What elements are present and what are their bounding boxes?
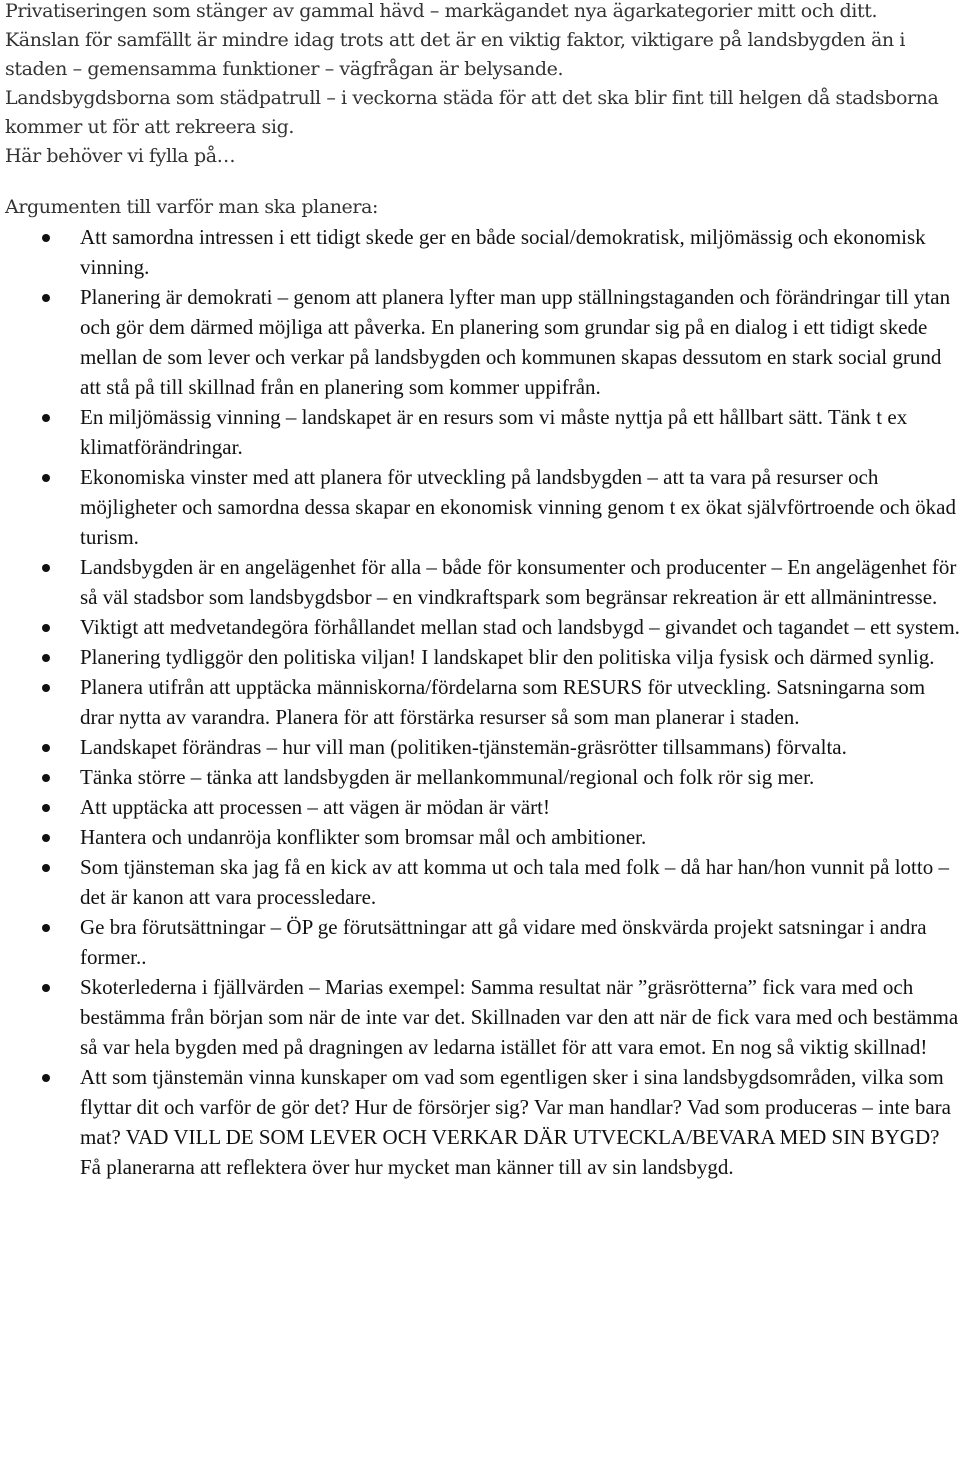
bullet-icon — [42, 654, 50, 662]
list-item-text: Landsbygden är en angelägenhet för alla – både för konsumenter och producenter – En angelägenhet för så väl stadsbor som landsbygdsbor – en vindkraftspark som begränsar rekreation är ett allmänintresse. — [80, 555, 957, 609]
bullet-icon — [42, 774, 50, 782]
bullet-icon — [42, 744, 50, 752]
list-item — [0, 822, 960, 852]
list-item — [0, 732, 960, 762]
arguments-heading: Argumenten till varför man ska planera: — [5, 196, 379, 218]
bullet-icon — [42, 924, 50, 932]
list-item — [0, 1062, 960, 1182]
list-item-text: Att upptäcka att processen – att vägen är mödan är värt! — [80, 795, 550, 819]
bullet-icon — [42, 294, 50, 302]
list-item-text: Landskapet förändras – hur vill man (politiken-tjänstemän-gräsrötter tillsammans) förvalta. — [80, 735, 847, 759]
bullet-icon — [42, 864, 50, 872]
bullet-icon — [42, 1074, 50, 1082]
list-item — [0, 402, 960, 462]
bullet-icon — [42, 804, 50, 812]
list-item — [0, 792, 960, 822]
bullet-icon — [42, 474, 50, 482]
list-item — [0, 762, 960, 792]
list-item — [0, 282, 960, 402]
intro-paragraph: Landsbygdsborna som städpatrull – i veckorna städa för att det ska blir fint till helgen då stadsborna kommer ut för att rekreera sig. — [5, 87, 939, 138]
intro-paragraph: Här behöver vi fylla på… — [5, 145, 236, 167]
list-item — [0, 972, 960, 1062]
list-item — [0, 852, 960, 912]
bullet-icon — [42, 564, 50, 572]
list-item-text: Skoterlederna i fjällvärden – Marias exempel: Samma resultat när ”gräsrötterna” fick vara med och bestämma från början som när de inte var det. Skillnaden var den att när de fick vara med och bestämma så var hela bygden med på dragningen av ledarna istället för att vara emot. En nog så viktig skillnad! — [80, 975, 959, 1059]
list-item-text: Tänka större – tänka att landsbygden är mellankommunal/regional och folk rör sig mer. — [80, 765, 815, 789]
list-item — [0, 912, 960, 972]
bullet-icon — [42, 414, 50, 422]
list-item-text: Viktigt att medvetandegöra förhållandet mellan stad och landsbygd – givandet och tagandet – ett system. — [80, 615, 960, 639]
list-item-text: Ge bra förutsättningar – ÖP ge förutsättningar att gå vidare med önskvärda projekt satsningar i andra former.. — [80, 915, 927, 969]
list-item-text: En miljömässig vinning – landskapet är en resurs som vi måste nyttja på ett hållbart sätt. Tänk t ex klimatförändringar. — [80, 405, 908, 459]
list-item-text: Som tjänsteman ska jag få en kick av att komma ut och tala med folk – då har han/hon vunnit på lotto – det är kanon att vara processledare. — [80, 855, 949, 909]
list-item-text: Att samordna intressen i ett tidigt skede ger en både social/demokratisk, miljömässig och ekonomisk vinning. — [80, 225, 926, 279]
intro-section — [0, 0, 960, 171]
list-item — [0, 672, 960, 732]
list-item-text: Planering tydliggör den politiska viljan! I landskapet blir den politiska vilja fysisk och därmed synlig. — [80, 645, 935, 669]
bullet-icon — [42, 624, 50, 632]
bullet-icon — [42, 834, 50, 842]
list-item-text: Ekonomiska vinster med att planera för utveckling på landsbygden – att ta vara på resurser och möjligheter och samordna dessa skapar en ekonomisk vinning genom t ex ökat självförtroende och ökad turism. — [80, 465, 956, 549]
list-item-text: Planera utifrån att upptäcka människorna/fördelarna som RESURS för utveckling. Satsningarna som drar nytta av varandra. Planera för att förstärka resurser så som man planerar i staden. — [80, 675, 926, 729]
intro-paragraph: Känslan för samfällt är mindre idag trots att det är en viktig faktor, viktigare på landsbygden än i staden – gemensamma funktioner – vägfrågan är belysande. — [5, 29, 906, 80]
arguments-list — [0, 222, 960, 1182]
list-item-text: Hantera och undanröja konflikter som bromsar mål och ambitioner. — [80, 825, 647, 849]
list-item — [0, 552, 960, 612]
bullet-icon — [42, 234, 50, 242]
list-item — [0, 642, 960, 672]
list-item-text: Att som tjänstemän vinna kunskaper om vad som egentligen sker i sina landsbygdsområden, vilka som flyttar dit och varför de gör det? Hur de försörjer sig? Var man handlar? Vad som produceras – inte bara mat? VAD VILL DE SOM LEVER OCH VERKAR DÄR UTVECKLA/BEVARA MED SIN BYGD? Få planerarna att reflektera över hur mycket man känner till av sin landsbygd. — [80, 1065, 951, 1179]
intro-paragraph: Privatiseringen som stänger av gammal hävd – markägandet nya ägarkategorier mitt och ditt. — [5, 0, 878, 22]
list-item — [0, 612, 960, 642]
bullet-icon — [42, 684, 50, 692]
list-item — [0, 462, 960, 552]
list-item — [0, 222, 960, 282]
bullet-icon — [42, 984, 50, 992]
list-item-text: Planering är demokrati – genom att planera lyfter man upp ställningstaganden och förändringar till ytan och gör dem därmed möjliga att påverka. En planering som grundar sig på en dialog i ett tidigt skede mellan de som lever och verkar på landsbygden och kommunen skapas dessutom en stark social grund att stå på till skillnad från en planering som kommer uppifrån. — [80, 285, 951, 399]
